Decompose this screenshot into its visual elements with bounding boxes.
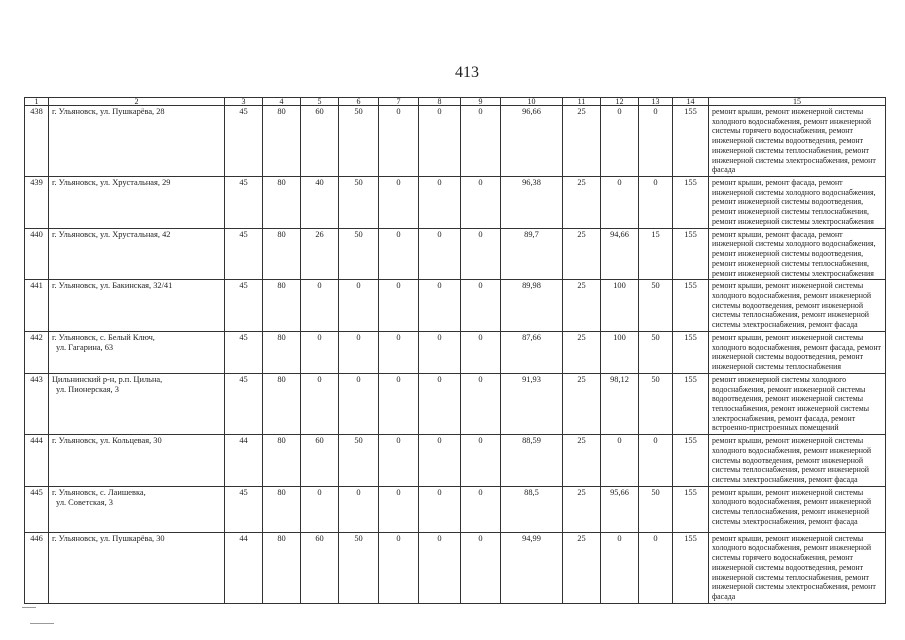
value-cell-col-14: 155	[673, 331, 709, 373]
value-cell-col-12: 0	[601, 435, 639, 487]
row-number: 440	[25, 228, 49, 280]
value-cell-col-13: 50	[639, 486, 673, 532]
address-cell	[49, 177, 225, 229]
address-cell	[49, 331, 225, 373]
value-cell-col-3: 45	[225, 373, 263, 434]
value-cell-col-5: 0	[301, 280, 339, 332]
works-list-cell: ремонт крыши, ремонт инженерной системы холодного водоснабжения, ремонт фасада, ремонт инженерной системы водоотведения, ремонт инженерной системы теплоснабжения	[709, 331, 886, 373]
value-cell-col-3: 45	[225, 177, 263, 229]
address-line: Цильнинский р-н, р.п. Цильна,	[52, 374, 163, 384]
value-cell-col-11: 25	[563, 228, 601, 280]
column-header-9: 9	[461, 98, 501, 106]
address-line: г. Ульяновск, ул. Пушкарёва, 30	[52, 533, 165, 543]
column-header-1: 1	[25, 98, 49, 106]
works-list-cell: ремонт крыши, ремонт фасада, ремонт инженерной системы холодного водоснабжения, ремонт инженерной системы водоотведения, ремонт инженерной системы теплоснабжения, ремонт инженерной системы электроснабжения	[709, 228, 886, 280]
value-cell-col-3: 45	[225, 280, 263, 332]
column-header-13: 13	[639, 98, 673, 106]
column-header-12: 12	[601, 98, 639, 106]
value-cell-col-8: 0	[419, 106, 461, 177]
works-list-cell: ремонт крыши, ремонт фасада, ремонт инженерной системы холодного водоснабжения, ремонт инженерной системы водоотведения, ремонт инженерной системы теплоснабжения, ремонт инженерной системы электроснабжения	[709, 177, 886, 229]
column-header-2: 2	[49, 98, 225, 106]
value-cell-col-7: 0	[379, 228, 419, 280]
table-row	[25, 373, 886, 434]
value-cell-col-8: 0	[419, 532, 461, 603]
row-number: 446	[25, 532, 49, 603]
value-cell-col-7: 0	[379, 177, 419, 229]
works-list-cell: ремонт крыши, ремонт инженерной системы холодного водоснабжения, ремонт инженерной системы горячего водоснабжения, ремонт инженерной системы водоотведения, ремонт инженерной системы теплоснабжения, ремонт инженерной системы электроснабжения, ремонт фасада	[709, 532, 886, 603]
address-line: г. Ульяновск, ул. Хрустальная, 29	[52, 178, 171, 188]
column-header-14: 14	[673, 98, 709, 106]
value-cell-col-8: 0	[419, 228, 461, 280]
value-cell-col-7: 0	[379, 106, 419, 177]
column-header-6: 6	[339, 98, 379, 106]
value-cell-col-6: 50	[339, 177, 379, 229]
value-cell-col-4: 80	[263, 331, 301, 373]
value-cell-col-5: 60	[301, 532, 339, 603]
value-cell-col-13: 0	[639, 177, 673, 229]
address-line: г. Ульяновск, ул. Бакинская, 32/41	[52, 281, 173, 291]
row-number: 444	[25, 435, 49, 487]
address-line: ул. Пионерская, 3	[56, 385, 119, 395]
value-cell-col-12: 0	[601, 177, 639, 229]
value-cell-col-13: 0	[639, 106, 673, 177]
value-cell-col-4: 80	[263, 177, 301, 229]
value-cell-col-14: 155	[673, 106, 709, 177]
column-header-15: 15	[709, 98, 886, 106]
value-cell-col-13: 0	[639, 435, 673, 487]
column-header-7: 7	[379, 98, 419, 106]
table-row	[25, 331, 886, 373]
value-cell-col-7: 0	[379, 435, 419, 487]
column-number-row	[25, 98, 886, 106]
value-cell-col-3: 45	[225, 486, 263, 532]
value-cell-col-6: 50	[339, 106, 379, 177]
value-cell-col-10: 88,59	[501, 435, 563, 487]
value-cell-col-10: 91,93	[501, 373, 563, 434]
column-header-3: 3	[225, 98, 263, 106]
address-cell	[49, 106, 225, 177]
value-cell-col-14: 155	[673, 532, 709, 603]
value-cell-col-9: 0	[461, 228, 501, 280]
table-row	[25, 280, 886, 332]
address-cell	[49, 486, 225, 532]
value-cell-col-3: 44	[225, 435, 263, 487]
value-cell-col-9: 0	[461, 280, 501, 332]
value-cell-col-7: 0	[379, 331, 419, 373]
value-cell-col-5: 60	[301, 435, 339, 487]
value-cell-col-3: 45	[225, 228, 263, 280]
address-line: г. Ульяновск, с. Лаишевка,	[52, 487, 146, 497]
value-cell-col-13: 0	[639, 532, 673, 603]
value-cell-col-10: 94,99	[501, 532, 563, 603]
value-cell-col-10: 89,7	[501, 228, 563, 280]
address-cell	[49, 228, 225, 280]
value-cell-col-9: 0	[461, 177, 501, 229]
value-cell-col-11: 25	[563, 331, 601, 373]
row-number: 439	[25, 177, 49, 229]
value-cell-col-6: 0	[339, 486, 379, 532]
scan-artifact	[30, 623, 54, 624]
value-cell-col-8: 0	[419, 435, 461, 487]
table-row	[25, 228, 886, 280]
value-cell-col-13: 50	[639, 280, 673, 332]
value-cell-col-8: 0	[419, 280, 461, 332]
value-cell-col-12: 95,66	[601, 486, 639, 532]
value-cell-col-6: 50	[339, 532, 379, 603]
value-cell-col-8: 0	[419, 373, 461, 434]
works-list-cell: ремонт крыши, ремонт инженерной системы холодного водоснабжения, ремонт инженерной системы теплоснабжения, ремонт инженерной системы электроснабжения, ремонт фасада	[709, 486, 886, 532]
value-cell-col-11: 25	[563, 373, 601, 434]
column-header-4: 4	[263, 98, 301, 106]
column-header-10: 10	[501, 98, 563, 106]
address-line: ул. Гагарина, 63	[56, 343, 114, 353]
value-cell-col-3: 45	[225, 331, 263, 373]
address-line: ул. Советская, 3	[56, 497, 113, 507]
value-cell-col-7: 0	[379, 373, 419, 434]
value-cell-col-10: 88,5	[501, 486, 563, 532]
value-cell-col-11: 25	[563, 532, 601, 603]
value-cell-col-4: 80	[263, 373, 301, 434]
value-cell-col-4: 80	[263, 228, 301, 280]
value-cell-col-10: 87,66	[501, 331, 563, 373]
value-cell-col-13: 50	[639, 331, 673, 373]
value-cell-col-11: 25	[563, 177, 601, 229]
value-cell-col-10: 89,98	[501, 280, 563, 332]
value-cell-col-9: 0	[461, 435, 501, 487]
value-cell-col-11: 25	[563, 435, 601, 487]
table-row	[25, 532, 886, 603]
table-row	[25, 435, 886, 487]
value-cell-col-9: 0	[461, 106, 501, 177]
value-cell-col-12: 94,66	[601, 228, 639, 280]
value-cell-col-6: 50	[339, 228, 379, 280]
value-cell-col-5: 60	[301, 106, 339, 177]
value-cell-col-10: 96,66	[501, 106, 563, 177]
value-cell-col-7: 0	[379, 532, 419, 603]
value-cell-col-11: 25	[563, 486, 601, 532]
value-cell-col-6: 0	[339, 280, 379, 332]
value-cell-col-4: 80	[263, 435, 301, 487]
table-header	[25, 98, 886, 106]
value-cell-col-4: 80	[263, 280, 301, 332]
column-header-11: 11	[563, 98, 601, 106]
page-number: 413	[455, 64, 479, 81]
repair-register-table	[24, 97, 886, 604]
value-cell-col-10: 96,38	[501, 177, 563, 229]
table-body	[25, 106, 886, 604]
value-cell-col-13: 50	[639, 373, 673, 434]
value-cell-col-5: 0	[301, 331, 339, 373]
value-cell-col-12: 100	[601, 331, 639, 373]
works-list-cell: ремонт крыши, ремонт инженерной системы холодного водоснабжения, ремонт инженерной системы водоотведения, ремонт инженерной системы теплоснабжения, ремонт инженерной системы электроснабжения, ремонт фасада	[709, 435, 886, 487]
works-list-cell: ремонт инженерной системы холодного водоснабжения, ремонт инженерной системы водоотведения, ремонт инженерной системы теплоснабжения, ремонт инженерной системы электроснабжения, ремонт фасада, ремонт встроенно-пристроенных помещений	[709, 373, 886, 434]
value-cell-col-9: 0	[461, 331, 501, 373]
works-list-cell: ремонт крыши, ремонт инженерной системы холодного водоснабжения, ремонт инженерной системы водоотведения, ремонт инженерной системы теплоснабжения, ремонт инженерной системы электроснабжения, ремонт фасада	[709, 280, 886, 332]
value-cell-col-9: 0	[461, 486, 501, 532]
column-header-5: 5	[301, 98, 339, 106]
row-number: 443	[25, 373, 49, 434]
works-list-cell: ремонт крыши, ремонт инженерной системы холодного водоснабжения, ремонт инженерной системы горячего водоснабжения, ремонт инженерной системы водоотведения, ремонт инженерной системы теплоснабжения, ремонт инженерной системы электроснабжения, ремонт фасада	[709, 106, 886, 177]
address-line: г. Ульяновск, ул. Кольцевая, 30	[52, 436, 162, 446]
row-number: 442	[25, 331, 49, 373]
value-cell-col-6: 0	[339, 373, 379, 434]
value-cell-col-12: 100	[601, 280, 639, 332]
value-cell-col-4: 80	[263, 532, 301, 603]
address-line: г. Ульяновск, с. Белый Ключ,	[52, 332, 155, 342]
value-cell-col-9: 0	[461, 532, 501, 603]
row-number: 438	[25, 106, 49, 177]
value-cell-col-6: 0	[339, 331, 379, 373]
value-cell-col-12: 0	[601, 532, 639, 603]
value-cell-col-11: 25	[563, 280, 601, 332]
value-cell-col-14: 155	[673, 228, 709, 280]
value-cell-col-6: 50	[339, 435, 379, 487]
value-cell-col-3: 44	[225, 532, 263, 603]
value-cell-col-5: 0	[301, 486, 339, 532]
value-cell-col-14: 155	[673, 280, 709, 332]
value-cell-col-8: 0	[419, 486, 461, 532]
address-cell	[49, 280, 225, 332]
table-row	[25, 486, 886, 532]
value-cell-col-8: 0	[419, 331, 461, 373]
address-cell	[49, 532, 225, 603]
value-cell-col-7: 0	[379, 486, 419, 532]
value-cell-col-14: 155	[673, 373, 709, 434]
value-cell-col-4: 80	[263, 486, 301, 532]
value-cell-col-5: 0	[301, 373, 339, 434]
row-number: 441	[25, 280, 49, 332]
value-cell-col-9: 0	[461, 373, 501, 434]
value-cell-col-3: 45	[225, 106, 263, 177]
value-cell-col-12: 98,12	[601, 373, 639, 434]
column-header-8: 8	[419, 98, 461, 106]
address-cell	[49, 373, 225, 434]
value-cell-col-8: 0	[419, 177, 461, 229]
row-number: 445	[25, 486, 49, 532]
value-cell-col-12: 0	[601, 106, 639, 177]
value-cell-col-14: 155	[673, 486, 709, 532]
address-cell	[49, 435, 225, 487]
value-cell-col-13: 15	[639, 228, 673, 280]
value-cell-col-7: 0	[379, 280, 419, 332]
value-cell-col-5: 40	[301, 177, 339, 229]
value-cell-col-5: 26	[301, 228, 339, 280]
value-cell-col-14: 155	[673, 177, 709, 229]
table-row	[25, 177, 886, 229]
scan-artifact	[22, 607, 36, 608]
address-line: г. Ульяновск, ул. Пушкарёва, 28	[52, 107, 165, 116]
value-cell-col-4: 80	[263, 106, 301, 177]
address-line: г. Ульяновск, ул. Хрустальная, 42	[52, 229, 171, 239]
value-cell-col-11: 25	[563, 106, 601, 177]
table-row	[25, 106, 886, 177]
value-cell-col-14: 155	[673, 435, 709, 487]
